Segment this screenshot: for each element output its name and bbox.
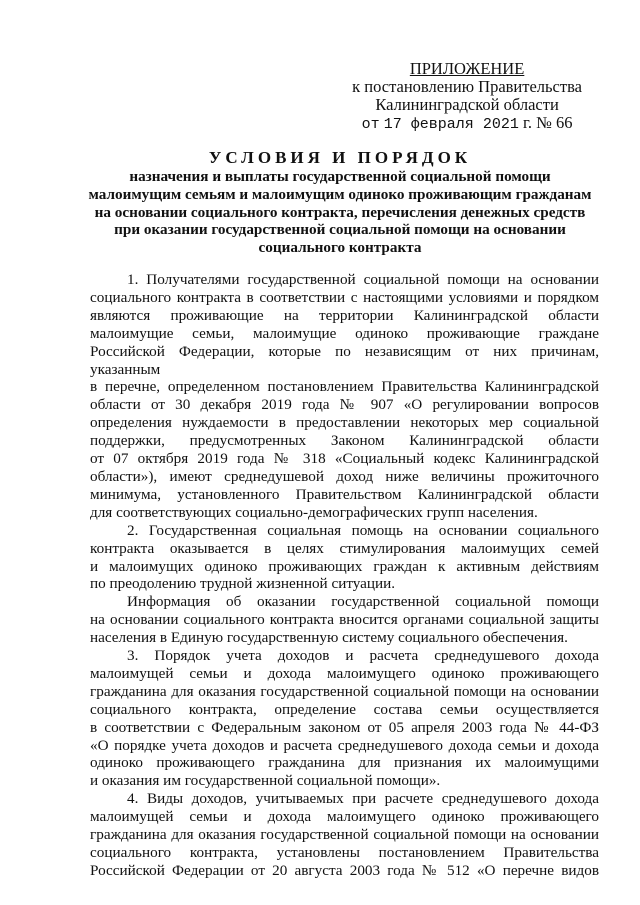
body-line: населения в Единую государственную систему социального обеспечения. xyxy=(90,629,568,647)
body-line: «О порядке учета доходов и расчета среднедушевого дохода семьи и дохода xyxy=(90,736,599,754)
body-line: Российской Федерации, которые по независящим от них причинам, указанным xyxy=(90,342,599,378)
appendix-line-1: к постановлению Правительства xyxy=(352,77,582,96)
body-line: Российской Федерации от 20 августа 2003 года № 512 «О перечне видов xyxy=(90,861,599,879)
body-line: социального контракта в соответствии с настоящими условиями и порядком xyxy=(90,288,599,306)
body-line: малоимущие семьи, малоимущие одиноко проживающие граждане xyxy=(90,324,599,342)
body-line: 2. Государственная социальная помощь на основании социального xyxy=(127,521,599,539)
subtitle-line: социального контракта xyxy=(258,239,422,257)
document-number: г. № 66 xyxy=(522,113,573,132)
body-line: от 07 октября 2019 года № 318 «Социальный кодекс Калининградской xyxy=(90,450,599,468)
body-line: одиноко проживающего гражданина для признания их малоимущими xyxy=(90,754,599,772)
body-line: поддержки, предусмотренных Законом Калининградской области xyxy=(90,432,599,450)
body-line: являются проживающие на территории Калининградской области xyxy=(90,306,599,324)
subtitle-line: при оказании государственной социальной помощи на основании xyxy=(114,221,566,239)
body-line: Информация об оказании государственной социальной помощи xyxy=(127,593,599,611)
body-line: контракта оказывается в целях стимулирования малоимущих семей xyxy=(90,539,599,557)
body-line: социального контракта, определение состава семьи осуществляется xyxy=(90,700,599,718)
body-line: минимума, установленного Правительством Калининградской области xyxy=(90,485,599,503)
body-line: определения нуждаемости в предоставлении некоторых мер социальной xyxy=(90,414,599,432)
appendix-title: ПРИЛОЖЕНИЕ xyxy=(409,59,525,78)
body-line: 3. Порядок учета доходов и расчета среднедушевого дохода xyxy=(127,647,599,665)
body-line: области»), имеют среднедушевой доход ниже величины прожиточного xyxy=(90,467,599,485)
date-prefix: от xyxy=(361,116,380,133)
appendix-block xyxy=(352,60,582,134)
body-line: области от 30 декабря 2019 года № 907 «О регулировании вопросов xyxy=(90,396,599,414)
subtitle-line: на основании социального контракта, перечисления денежных средств xyxy=(94,203,586,221)
body-line: и оказания им государственной социальной помощи». xyxy=(90,772,441,790)
body-line: 1. Получателями государственной социальной помощи на основании xyxy=(127,271,599,288)
appendix-date-line xyxy=(352,114,582,134)
document-body xyxy=(90,271,599,880)
body-line: и малоимущих одиноко проживающих граждан к активным действиям xyxy=(90,557,599,575)
body-line: в соответствии с Федеральным законом от 05 апреля 2003 года № 44-ФЗ xyxy=(90,718,599,736)
body-line: гражданина для оказания государственной социальной помощи на основании xyxy=(90,826,599,844)
document-title: УСЛОВИЯ И ПОРЯДОК xyxy=(208,148,472,167)
body-line: гражданина для оказания государственной социальной помощи на основании xyxy=(90,682,599,700)
body-line: для соответствующих социально-демографических групп населения. xyxy=(90,503,538,521)
body-line: социального контракта, установлены постановлением Правительства xyxy=(90,844,599,861)
body-line: малоимущей семьи и дохода малоимущего одиноко проживающего xyxy=(90,808,599,826)
document-subtitle xyxy=(72,168,608,257)
subtitle-line: малоимущим семьям и малоимущим одиноко проживающим гражданам xyxy=(88,185,592,203)
body-line: малоимущей семьи и дохода малоимущего одиноко проживающего xyxy=(90,664,599,682)
body-line: на основании социального контракта вносится органами социальной защиты xyxy=(90,611,599,629)
body-line: по преодолению трудной жизненной ситуации. xyxy=(90,575,396,593)
subtitle-line: назначения и выплаты государственной социальной помощи xyxy=(129,168,551,185)
appendix-line-2: Калининградской области xyxy=(375,95,559,114)
body-line: 4. Виды доходов, учитываемых при расчете среднедушевого дохода xyxy=(127,790,599,808)
body-line: в перечне, определенном постановлением Правительства Калининградской xyxy=(90,378,599,396)
date-value: 17 февраля 2021 xyxy=(383,116,519,133)
